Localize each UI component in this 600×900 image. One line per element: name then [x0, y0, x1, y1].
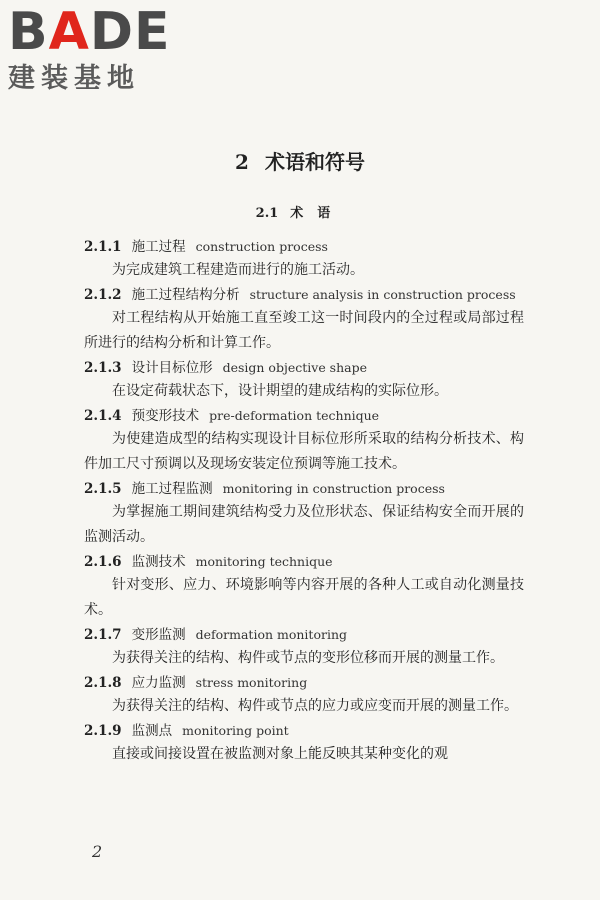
term-head	[84, 284, 524, 306]
term-entry	[84, 284, 524, 356]
term-chinese: 监测技术	[131, 554, 186, 570]
term-entry	[84, 551, 524, 623]
term-definition: 直接或间接设置在被监测对象上能反映其某种变化的观	[112, 746, 448, 762]
term-entry	[84, 357, 524, 404]
term-head	[84, 478, 524, 500]
logo-chinese: 建装基地	[8, 63, 140, 94]
term-definition: 为获得关注的结构、构件或节点的变形位移而开展的测量工作。	[112, 650, 504, 666]
term-entry	[84, 720, 524, 767]
chapter-title: 术语和符号	[264, 150, 365, 174]
term-head	[84, 720, 524, 742]
bade-logo	[8, 2, 178, 96]
term-head	[84, 236, 524, 258]
term-number: 2.1.4	[84, 408, 122, 424]
term-head	[84, 672, 524, 694]
term-definition: 为获得关注的结构、构件或节点的应力或应变而开展的测量工作。	[112, 698, 518, 714]
term-number: 2.1.5	[84, 481, 122, 497]
term-english: pre-deformation technique	[209, 408, 380, 423]
term-entry	[84, 236, 524, 283]
term-number: 2.1.9	[84, 723, 122, 739]
term-english: stress monitoring	[195, 675, 308, 690]
term-english: design objective shape	[222, 360, 368, 375]
logo-letters-de: DE	[89, 2, 171, 62]
section-number: 2.1	[255, 206, 279, 221]
term-number: 2.1.3	[84, 360, 122, 376]
term-entry	[84, 624, 524, 671]
term-chinese: 预变形技术	[131, 408, 200, 424]
term-chinese: 应力监测	[131, 675, 186, 691]
logo-letter-b: B	[8, 2, 49, 62]
term-english: deformation monitoring	[195, 627, 347, 642]
terms-list	[84, 236, 524, 768]
logo-letter-a: A	[48, 2, 90, 62]
term-definition: 为掌握施工期间建筑结构受力及位形状态、保证结构安全而开展的监测活动。	[84, 504, 524, 545]
term-definition: 为完成建筑工程建造而进行的施工活动。	[112, 262, 364, 278]
term-english: monitoring in construction process	[222, 481, 445, 496]
term-head	[84, 551, 524, 573]
section-heading	[0, 202, 600, 221]
term-chinese: 施工过程结构分析	[131, 287, 240, 303]
term-head	[84, 405, 524, 427]
term-english: monitoring point	[182, 723, 289, 738]
term-english: monitoring technique	[195, 554, 333, 569]
term-entry	[84, 405, 524, 477]
logo-wordmark	[8, 2, 171, 62]
term-number: 2.1.8	[84, 675, 122, 691]
term-definition: 为使建造成型的结构实现设计目标位形所采取的结构分析技术、构件加工尺寸预调以及现场安装定位预调等施工技术。	[84, 431, 524, 472]
term-definition: 在设定荷载状态下，设计期望的建成结构的实际位形。	[112, 383, 448, 399]
term-head	[84, 624, 524, 646]
chapter-heading	[0, 146, 600, 175]
term-chinese: 设计目标位形	[131, 360, 213, 376]
term-number: 2.1.2	[84, 287, 122, 303]
term-head	[84, 357, 524, 379]
term-english: construction process	[195, 239, 328, 254]
term-chinese: 监测点	[131, 723, 173, 739]
section-title: 术语	[290, 206, 345, 221]
term-number: 2.1.6	[84, 554, 122, 570]
term-entry	[84, 478, 524, 550]
term-english: structure analysis in construction process	[249, 287, 516, 302]
term-chinese: 施工过程监测	[131, 481, 213, 497]
page-number: 2	[92, 842, 103, 861]
term-number: 2.1.7	[84, 627, 122, 643]
chapter-number: 2	[235, 150, 249, 174]
term-definition: 针对变形、应力、环境影响等内容开展的各种人工或自动化测量技术。	[84, 577, 524, 618]
term-chinese: 变形监测	[131, 627, 186, 643]
term-number: 2.1.1	[84, 239, 122, 255]
term-entry	[84, 672, 524, 719]
term-chinese: 施工过程	[131, 239, 186, 255]
term-definition: 对工程结构从开始施工直至竣工这一时间段内的全过程或局部过程所进行的结构分析和计算工作。	[84, 310, 524, 351]
